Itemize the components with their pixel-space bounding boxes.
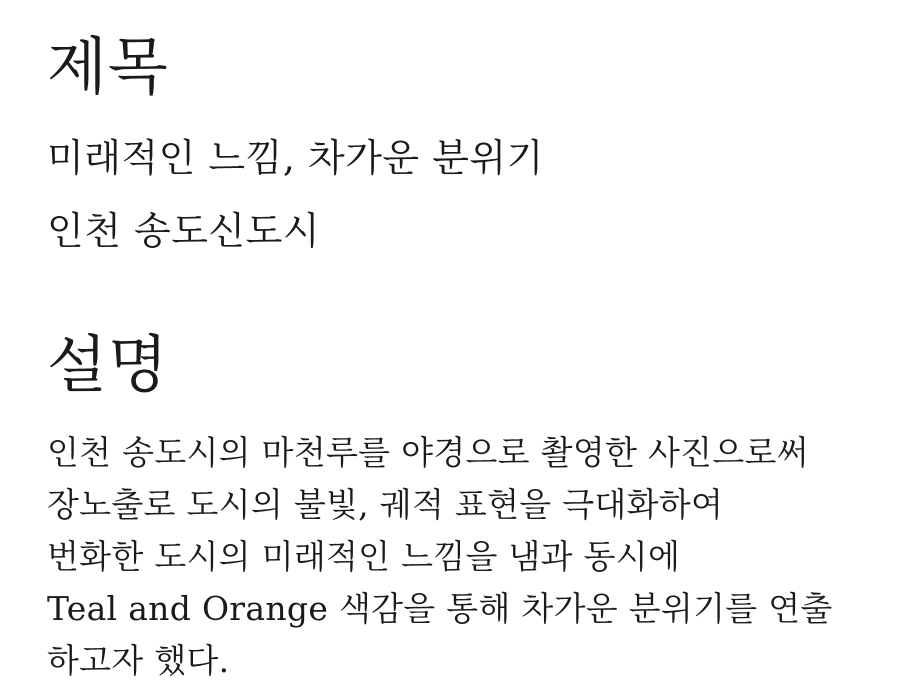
description-text-block: [47, 427, 860, 687]
description-line-2: 장노출로 도시의 불빛, 궤적 표현을 극대화하여: [47, 484, 724, 524]
title-line-mood: 미래적인 느낌, 차가운 분위기: [47, 136, 544, 181]
description-section: [47, 328, 860, 686]
description-line-3: 번화한 도시의 미래적인 느낌을 냄과 동시에: [47, 536, 681, 576]
title-section: [47, 30, 860, 268]
title-text-block: [47, 122, 860, 268]
description-line-4: Teal and Orange 색감을 통해 차가운 분위기를 연출하고자 했다.: [47, 588, 833, 680]
description-section-heading: 설명: [47, 328, 169, 402]
title-line-location: 인천 송도신도시: [47, 209, 321, 254]
title-section-heading: 제목: [47, 30, 169, 103]
description-line-1: 인천 송도시의 마천루를 야경으로 촬영한 사진으로써: [47, 432, 809, 472]
